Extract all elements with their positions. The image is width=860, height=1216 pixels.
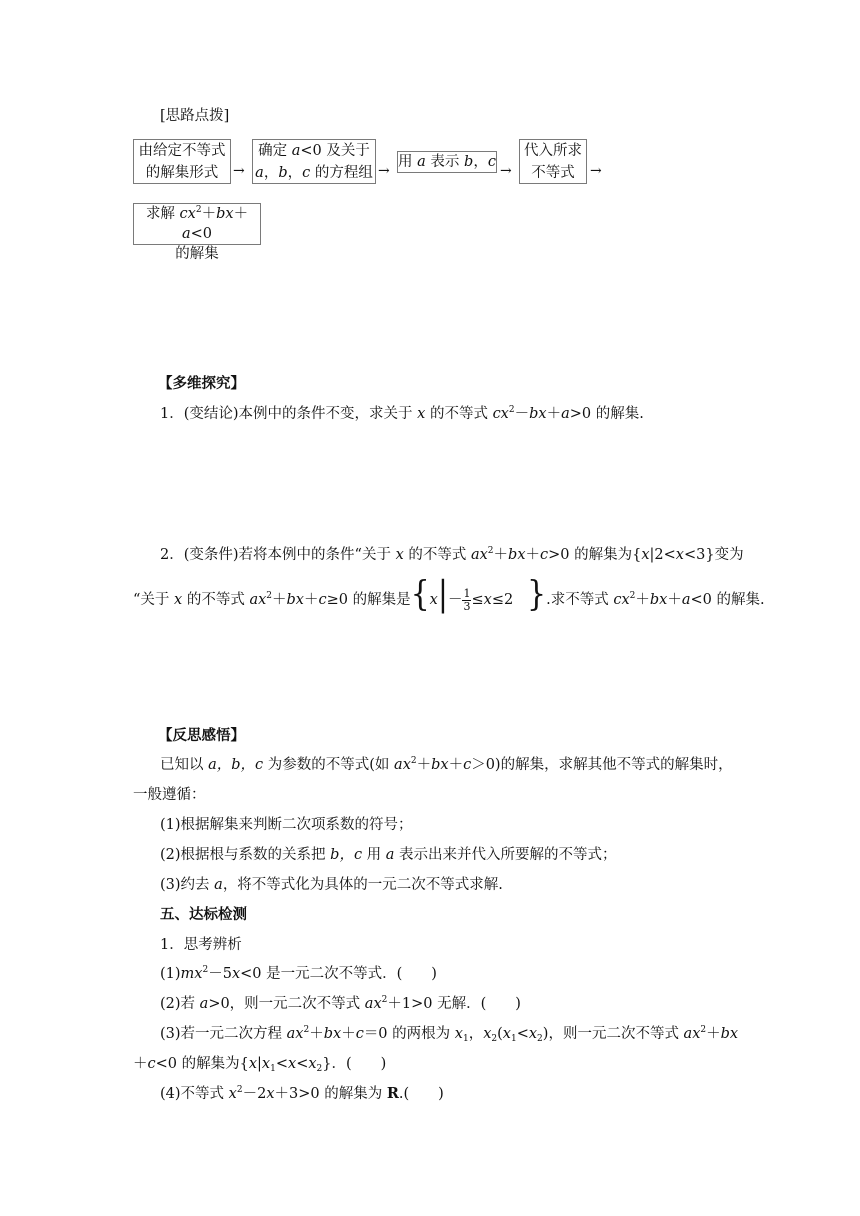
flow-box-solve-line1: 求解 $cx^2+bx+a<0$ — [145, 205, 249, 242]
fraction-one-third: $\frac{1}{3}$ — [463, 586, 471, 613]
duowei-item-1: 1．(变结论)本例中的条件不变，求关于 x 的不等式 $cx^2-bx+a>0$ 的解集. — [160, 405, 644, 422]
flow-box-solve-line2: 的解集 — [175, 246, 219, 262]
dabiao-q1-title: 1．思考辨析 — [160, 937, 242, 953]
duowei-item-2-line1: 2．(变条件)若将本例中的条件“关于 x 的不等式 $ax^2+bx+c>0$ 的解集为{x|2<x<3}变为 — [160, 546, 744, 563]
dabiao-q1-2: (2)若 a>0，则一元二次不等式 $ax^2+1>0$ 无解．( ) — [160, 995, 521, 1012]
duowei-heading: 【多维探究】 — [158, 375, 245, 392]
flow-box-express-bc: 用 a 表示 b，c — [397, 151, 497, 173]
flow-box-equation-system — [252, 139, 376, 184]
flow-box-sub-line2: 不等式 — [531, 165, 575, 181]
dabiao-heading: 五、达标检测 — [160, 906, 247, 923]
dabiao-q1-3-line2: ＋c<0 的解集为$\{x|x_1<x<x_2\}$．( ) — [133, 1056, 387, 1074]
dabiao-q1-3-line1: (3)若一元二次方程 $ax^2+bx+c=0$ 的两根为 $x_1$，$x_2(x_1<x_2)$，则一元二次不等式 $ax^2+bx$ — [160, 1025, 739, 1044]
dabiao-q1-4: (4)不等式 $x^2-2x+3>0$ 的解集为 R.( ) — [160, 1085, 444, 1102]
fansi-para-line2: 一般遵循： — [133, 787, 206, 803]
silu-label: [思路点拨] — [160, 108, 230, 124]
flow-box-sub-line1: 代入所求 — [524, 143, 582, 159]
flow-box-given-line2: 的解集形式 — [145, 165, 219, 181]
fansi-para-line1: 已知以 a，b，c 为参数的不等式(如 $ax^2+bx+c>0$)的解集，求解其他不等式的解集时， — [160, 756, 733, 773]
duowei-item-2-line2: “关于 x 的不等式 $ax^2+bx+c\ge 0$ 的解集是{x|－ $\frac{1}{3}$ ≤x≤2 }.求不等式 $cx^2+bx+a<0$ 的解集. — [133, 574, 765, 615]
flow-arrow-2: → — [378, 163, 390, 179]
flow-box-substitute — [519, 139, 587, 184]
flow-arrow-4: → — [590, 163, 602, 179]
fansi-step-2: (2)根据根与系数的关系把 b，c 用 a 表示出来并代入所要解的不等式； — [160, 847, 617, 863]
flow-box-solve — [133, 203, 261, 262]
flow-box-eq-line1: 确定 a<0 及关于 — [258, 143, 370, 159]
flow-box-given-solution-set — [133, 139, 231, 184]
fansi-heading: 【反思感悟】 — [158, 727, 245, 744]
flow-box-eq-line2: a，b，c 的方程组 — [255, 165, 373, 181]
fansi-step-3: (3)约去 a，将不等式化为具体的一元二次不等式求解. — [160, 877, 503, 893]
dabiao-q1-1: $(1)mx^2-5x<0$ 是一元二次不等式．( ) — [160, 965, 437, 982]
set-right-brace: } — [527, 574, 547, 615]
flow-arrow-3: → — [500, 163, 512, 179]
flow-box-given-line1: 由给定不等式 — [138, 143, 226, 159]
flow-arrow-1: → — [233, 163, 245, 179]
set-left-brace: { — [410, 574, 430, 615]
fansi-step-1: (1)根据解集来判断二次项系数的符号； — [160, 817, 413, 833]
set-divider: | — [437, 574, 448, 615]
